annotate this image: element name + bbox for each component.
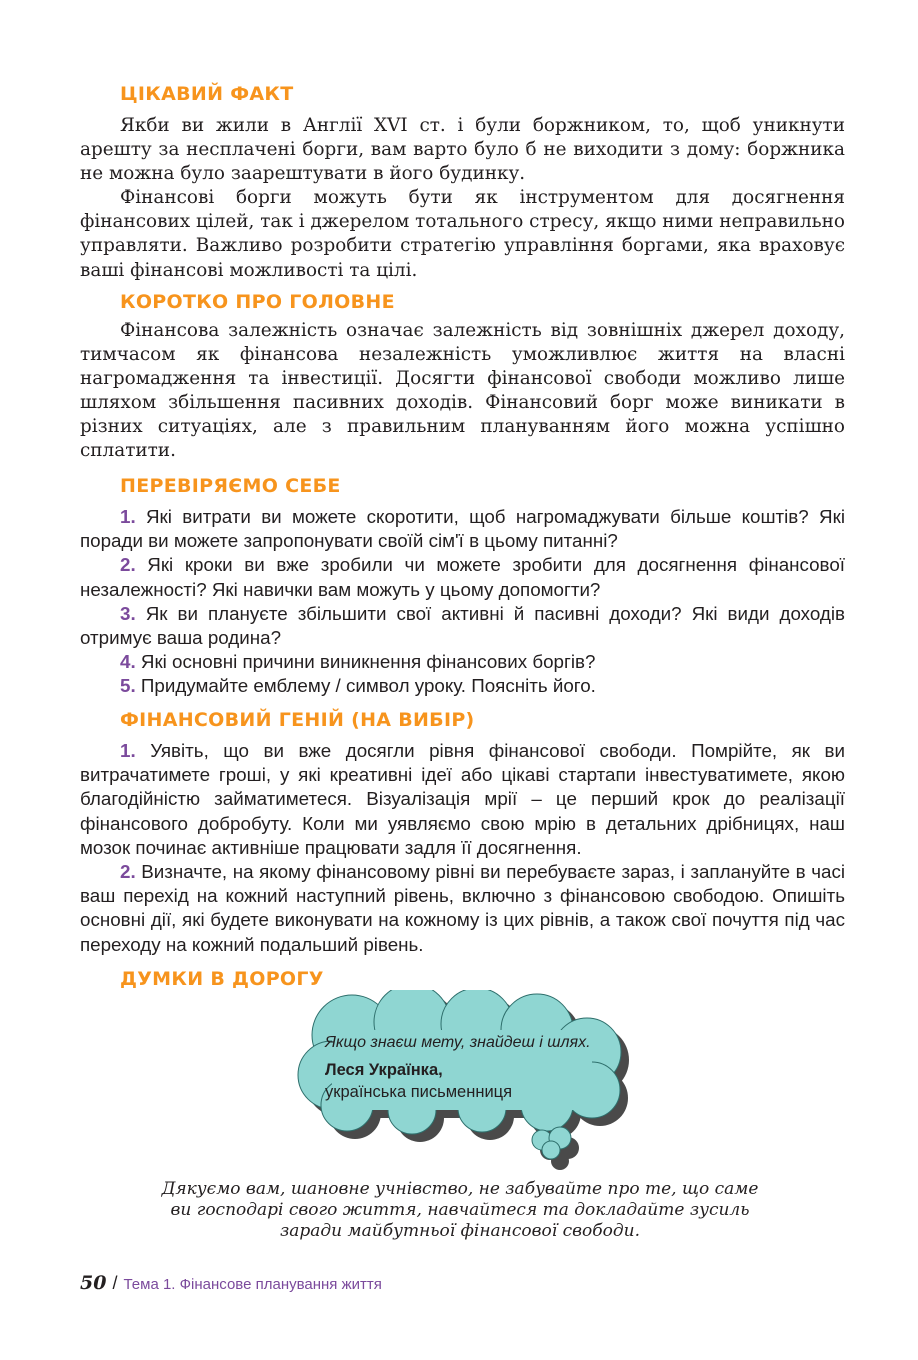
question-item (80, 505, 845, 553)
heading-thoughts-on-the-road: ДУМКИ В ДОРОГУ (120, 968, 324, 990)
question-number: 2. (120, 554, 136, 576)
closing-message (120, 1179, 800, 1242)
genius-tasks (80, 739, 845, 957)
question-text: Які основні причини виникнення фінансових боргів? (140, 651, 596, 673)
quote-text: Якщо знаєш мету, знайдеш і шлях. (325, 1034, 591, 1051)
fact-paragraph: Фінансові борги можуть бути як інструментом для досягнення фінансових цілей, так і джерелом тотального стресу, якщо ними неправильно управляти. Важливо розробити стратегію управління боргами, яка враховує ваші фінансові можливості та цілі. (80, 187, 845, 281)
question-number: 1. (120, 506, 136, 527)
task-text: Уявіть, що ви вже досягли рівня фінансової свободи. Помрійте, як ви витрачатимете гроші, у які креативні ідеї або цікаві стартапи інвестуватимете, якою благодійністю займатиметеся. Візуалізація мрії – це перший крок до реалізації фінансового добробуту. Коли ми уявляємо свою мрію в детальних дрібницях, наш мозок починає активніше працювати задля її досягнення. (80, 740, 845, 858)
closing-line: ви господарі свого життя, навчайтеся та докладайте зусиль (170, 1200, 750, 1220)
question-text: Придумайте емблему / символ уроку. Поясніть його. (140, 675, 596, 697)
question-text: Як ви плануєте збільшити свої активні й пасивні доходи? Які види доходів отримує ваша родина? (80, 602, 845, 649)
task-number: 2. (120, 861, 136, 883)
question-item (80, 602, 845, 650)
quote-author-role: українська письменниця (325, 1083, 513, 1101)
question-item (80, 650, 845, 674)
question-number: 3. (120, 602, 136, 624)
question-item (80, 553, 845, 601)
summary-paragraph: Фінансова залежність означає залежність від зовнішніх джерел доходу, тимчасом як фінансова незалежність уможливлює життя на власні нагромадження та інвестиції. Досягти фінансової свободи можливо лише шляхом збільшення пасивних доходів. Фінансовий борг може виникати в різних ситуаціях, але з правильним плануванням його можна успішно сплатити. (80, 320, 845, 462)
self-check-questions (80, 505, 845, 699)
fact-paragraph: Якби ви жили в Англії XVI ст. і були боржником, то, щоб уникнути арешту за несплачені борги, вам варто було б не виходити з дому: боржника не можна було заарештувати в його будинку. (80, 115, 845, 185)
quote-author: Леся Українка, (325, 1061, 443, 1079)
question-item (80, 674, 845, 698)
task-number: 1. (120, 740, 136, 761)
fact-text (80, 114, 845, 283)
question-text: Які кроки ви вже зробили чи можете зробити для досягнення фінансової незалежності? Які навички вам можуть у цьому допомогти? (80, 554, 845, 600)
heading-self-check: ПЕРЕВІРЯЄМО СЕБЕ (120, 475, 341, 497)
question-number: 4. (120, 651, 136, 673)
page-footer (80, 1272, 382, 1294)
closing-line: заради майбутньої фінансової свободи. (279, 1221, 640, 1241)
footer-topic: Тема 1. Фінансове планування життя (123, 1276, 382, 1293)
heading-financial-genius: ФІНАНСОВИЙ ГЕНІЙ (НА ВИБІР) (120, 709, 475, 731)
question-text: Які витрати ви можете скоротити, щоб нагромаджувати більше коштів? Які поради ви можете запропонувати своїй сім'ї в цьому питанні? (80, 506, 845, 552)
footer-separator: / (112, 1273, 118, 1293)
question-number: 5. (120, 675, 136, 697)
heading-interesting-fact: ЦІКАВИЙ ФАКТ (120, 83, 294, 105)
summary-text (80, 319, 845, 464)
task-item (80, 860, 845, 957)
closing-line: Дякуємо вам, шановне учнівство, не забувайте про те, що саме (161, 1179, 759, 1199)
page-number: 50 (80, 1272, 107, 1294)
task-item (80, 739, 845, 860)
heading-summary: КОРОТКО ПРО ГОЛОВНЕ (120, 291, 395, 313)
task-text: Визначте, на якому фінансовому рівні ви перебуваєте зараз, і заплануйте в часі ваш перехід на кожний наступний рівень, включно з фінансовою свободою. Опишіть основні дії, які будете виконувати на кожному із цих рівнів, а також свої почуття під час переходу на кожний подальший рівень. (80, 861, 846, 955)
